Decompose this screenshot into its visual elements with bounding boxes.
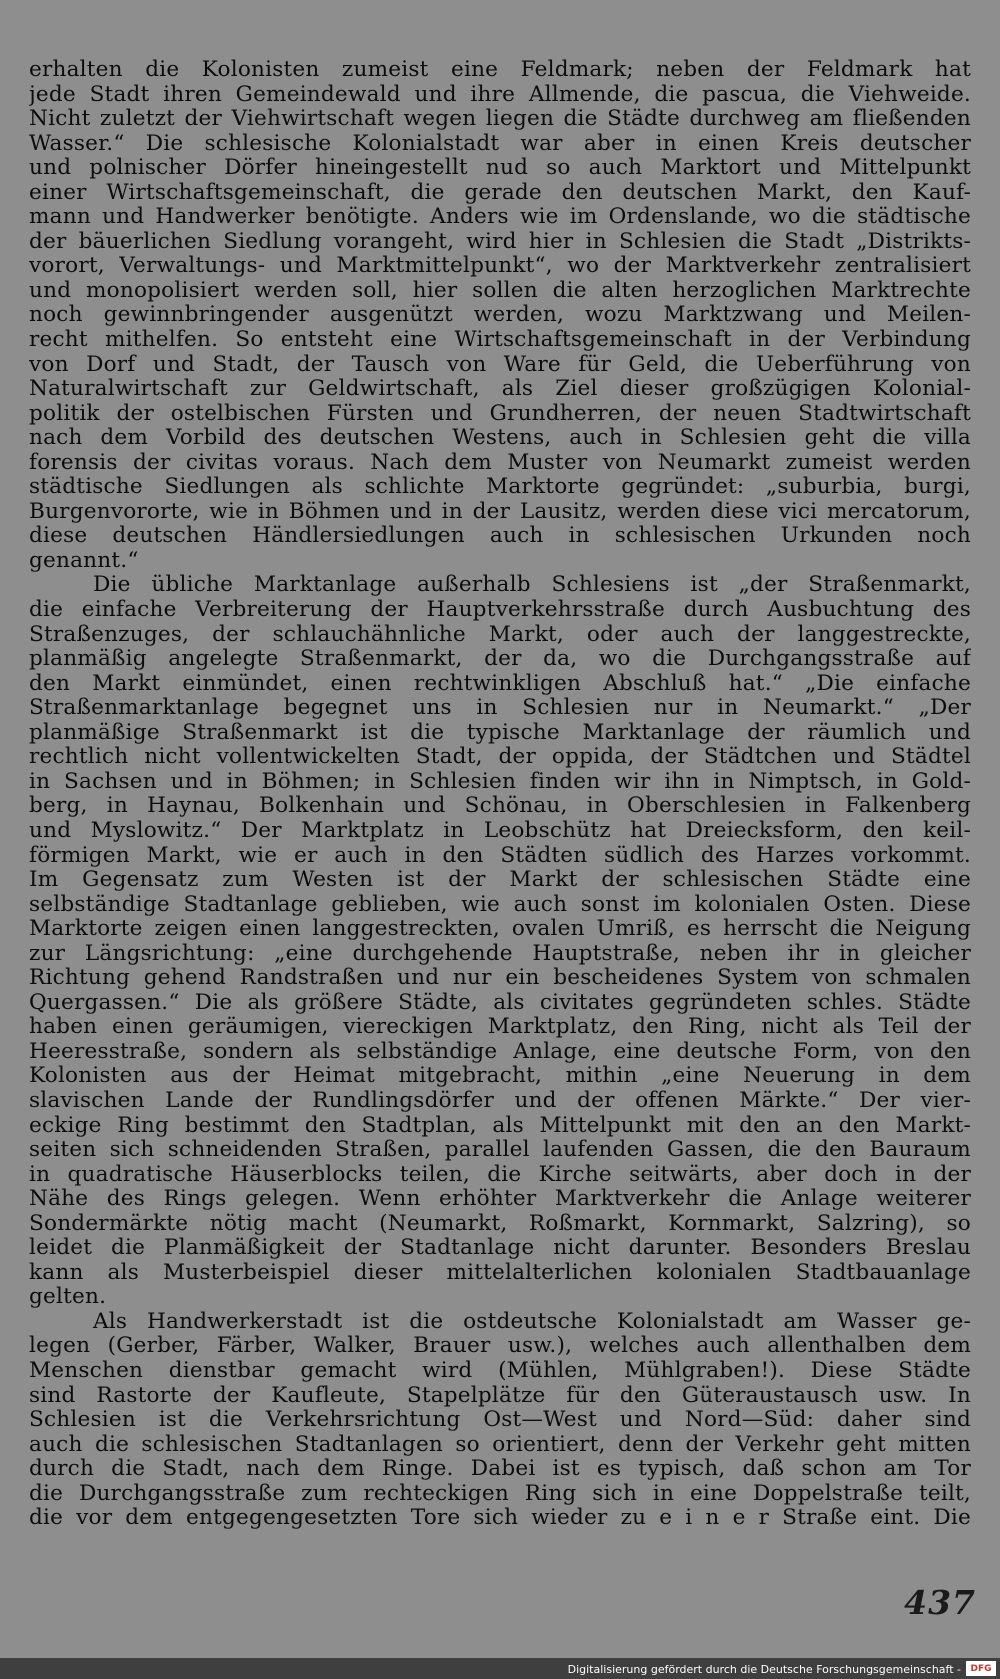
text-line: Straßenmarktanlage begegnet uns in Schlesien nur in Neumarkt.“ „Der: [29, 696, 971, 721]
text-line: Straßenzuges, der schlauchähnliche Markt, oder auch der langgestreckte,: [29, 622, 971, 647]
text-line: von Dorf und Stadt, der Tausch von Ware für Geld, die Ueberführung von: [29, 352, 971, 377]
text-line: forensis der civitas voraus. Nach dem Muster von Neumarkt zumeist werden: [29, 450, 971, 475]
text-line: zur Längsrichtung: „eine durchgehende Hauptstraße, neben ihr in gleicher: [29, 941, 971, 966]
text-line: Richtung gehend Randstraßen und nur ein bescheidenes System von schmalen: [29, 966, 971, 991]
text-line: leidet die Planmäßigkeit der Stadtanlage nicht darunter. Besonders Breslau: [29, 1236, 971, 1261]
page-body-text: [29, 58, 971, 1531]
text-line: recht mithelfen. So entsteht eine Wirtschaftsgemeinschaft in der Verbindung: [29, 328, 971, 353]
text-line: berg, in Haynau, Bolkenhain und Schönau, in Oberschlesien in Falkenberg: [29, 794, 971, 819]
text-line: legen (Gerber, Färber, Walker, Brauer usw.), welches auch allenthalben dem: [29, 1334, 971, 1359]
text-line: durch die Stadt, nach dem Ringe. Dabei ist es typisch, daß schon am Tor: [29, 1457, 971, 1482]
text-line: planmäßig angelegte Straßenmarkt, der da, wo die Durchgangsstraße auf: [29, 647, 971, 672]
text-line: Nicht zuletzt der Viehwirtschaft wegen liegen die Städte durchweg am fließenden: [29, 107, 971, 132]
text-line: Naturalwirtschaft zur Geldwirtschaft, als Ziel dieser großzügigen Kolonial-: [29, 377, 971, 402]
text-line: diese deutschen Händlersiedlungen auch in schlesischen Urkunden noch: [29, 524, 971, 549]
text-line: slavischen Lande der Rundlingsdörfer und der offenen Märkte.“ Der vier-: [29, 1088, 971, 1113]
page-number: 437: [904, 1583, 976, 1622]
text-line: Quergassen.“ Die als größere Städte, als civitates gegründeten schles. Städte: [29, 990, 971, 1015]
text-line: Als Handwerkerstadt ist die ostdeutsche Kolonialstadt am Wasser ge-: [93, 1309, 971, 1334]
text-line: erhalten die Kolonisten zumeist eine Feldmark; neben der Feldmark hat: [29, 58, 971, 82]
text-line: und monopolisiert werden soll, hier sollen die alten herzoglichen Marktrechte: [29, 278, 971, 303]
text-line: die einfache Verbreiterung der Hauptverkehrsstraße durch Ausbuchtung des: [29, 598, 971, 623]
footer-bar: [0, 1658, 1000, 1679]
text-line: nach dem Vorbild des deutschen Westens, auch in Schlesien geht die villa: [29, 426, 971, 451]
text-line: planmäßige Straßenmarkt ist die typische Marktanlage der räumlich und: [29, 720, 971, 745]
text-line: städtische Siedlungen als schlichte Marktorte gegründet: „suburbia, burgi,: [29, 475, 971, 500]
text-line: Heeresstraße, sondern als selbständige Anlage, eine deutsche Form, von den: [29, 1039, 971, 1064]
text-line: eckige Ring bestimmt den Stadtplan, als Mittelpunkt mit den an den Markt-: [29, 1113, 971, 1138]
text-line: und polnischer Dörfer hineingestellt nud so auch Marktort und Mittelpunkt: [29, 156, 971, 181]
text-line: einer Wirtschaftsgemeinschaft, die gerade den deutschen Markt, den Kauf-: [29, 180, 971, 205]
text-line: Burgenvororte, wie in Böhmen und in der Lausitz, werden diese vici mercatorum,: [29, 499, 971, 524]
dfg-logo: DFG: [966, 1661, 996, 1676]
text-line: Schlesien ist die Verkehrsrichtung Ost—West und Nord—Süd: daher sind: [29, 1408, 971, 1433]
text-line: rechtlich nicht vollentwickelten Stadt, der oppida, der Städtchen und Städtel: [29, 745, 971, 770]
text-line: die vor dem entgegengesetzten Tore sich wieder zu e i n e r Straße eint. Die: [29, 1506, 971, 1531]
text-line: und Myslowitz.“ Der Marktplatz in Leobschütz hat Dreiecksform, den keil-: [29, 818, 971, 843]
text-line: auch die schlesischen Stadtanlagen so orientiert, denn der Verkehr geht mitten: [29, 1432, 971, 1457]
text-line: kann als Musterbeispiel dieser mittelalterlichen kolonialen Stadtbauanlage: [29, 1260, 971, 1285]
text-line: Menschen dienstbar gemacht wird (Mühlen, Mühlgraben!). Diese Städte: [29, 1358, 971, 1383]
text-line: noch gewinnbringender ausgenützt werden, wozu Marktzwang und Meilen-: [29, 303, 971, 328]
text-line: förmigen Markt, wie er auch in den Städten südlich des Harzes vorkommt.: [29, 843, 971, 868]
text-line: den Markt einmündet, einen rechtwinkligen Abschluß hat.“ „Die einfache: [29, 671, 971, 696]
text-line: die Durchgangsstraße zum rechteckigen Ring sich in eine Doppelstraße teilt,: [29, 1481, 971, 1506]
text-line: der bäuerlichen Siedlung vorangeht, wird hier in Schlesien die Stadt „Distrikts-: [29, 229, 971, 254]
text-line: Kolonisten aus der Heimat mitgebracht, mithin „eine Neuerung in dem: [29, 1064, 971, 1089]
text-line: jede Stadt ihren Gemeindewald und ihre Allmende, die pascua, die Viehweide.: [29, 82, 971, 107]
text-line: Sondermärkte nötig macht (Neumarkt, Roßmarkt, Kornmarkt, Salzring), so: [29, 1211, 971, 1236]
text-line: Nähe des Rings gelegen. Wenn erhöhter Marktverkehr die Anlage weiterer: [29, 1187, 971, 1212]
text-line: in quadratische Häuserblocks teilen, die Kirche seitwärts, aber doch in der: [29, 1162, 971, 1187]
text-line: selbständige Stadtanlage geblieben, wie auch sonst im kolonialen Osten. Diese: [29, 892, 971, 917]
text-line: vorort, Verwaltungs- und Marktmittelpunkt“, wo der Marktverkehr zentralisiert: [29, 254, 971, 279]
text-line: mann und Handwerker benötigte. Anders wie im Ordenslande, wo die städtische: [29, 205, 971, 230]
text-line: gelten.: [29, 1285, 107, 1310]
text-line: genannt.“: [29, 548, 139, 573]
text-line: politik der ostelbischen Fürsten und Grundherren, der neuen Stadtwirtschaft: [29, 401, 971, 426]
text-line: haben einen geräumigen, viereckigen Marktplatz, den Ring, nicht als Teil der: [29, 1015, 971, 1040]
text-line: Wasser.“ Die schlesische Kolonialstadt war aber in einen Kreis deutscher: [29, 131, 971, 156]
text-line: Marktorte zeigen einen langgestreckten, ovalen Umriß, es herrscht die Neigung: [29, 917, 971, 942]
text-line: seiten sich schneidenden Straßen, parallel laufenden Gassen, die den Bauraum: [29, 1138, 971, 1163]
footer-credit: Digitalisierung gefördert durch die Deutsche Forschungsgemeinschaft -: [567, 1663, 961, 1676]
text-line: Im Gegensatz zum Westen ist der Markt der schlesischen Städte eine: [29, 868, 971, 893]
text-line: sind Rastorte der Kaufleute, Stapelplätze für den Güteraustausch usw. In: [29, 1383, 971, 1408]
text-line: in Sachsen und in Böhmen; in Schlesien finden wir ihn in Nimptsch, in Gold-: [29, 769, 971, 794]
text-line: Die übliche Marktanlage außerhalb Schlesiens ist „der Straßenmarkt,: [93, 573, 971, 598]
